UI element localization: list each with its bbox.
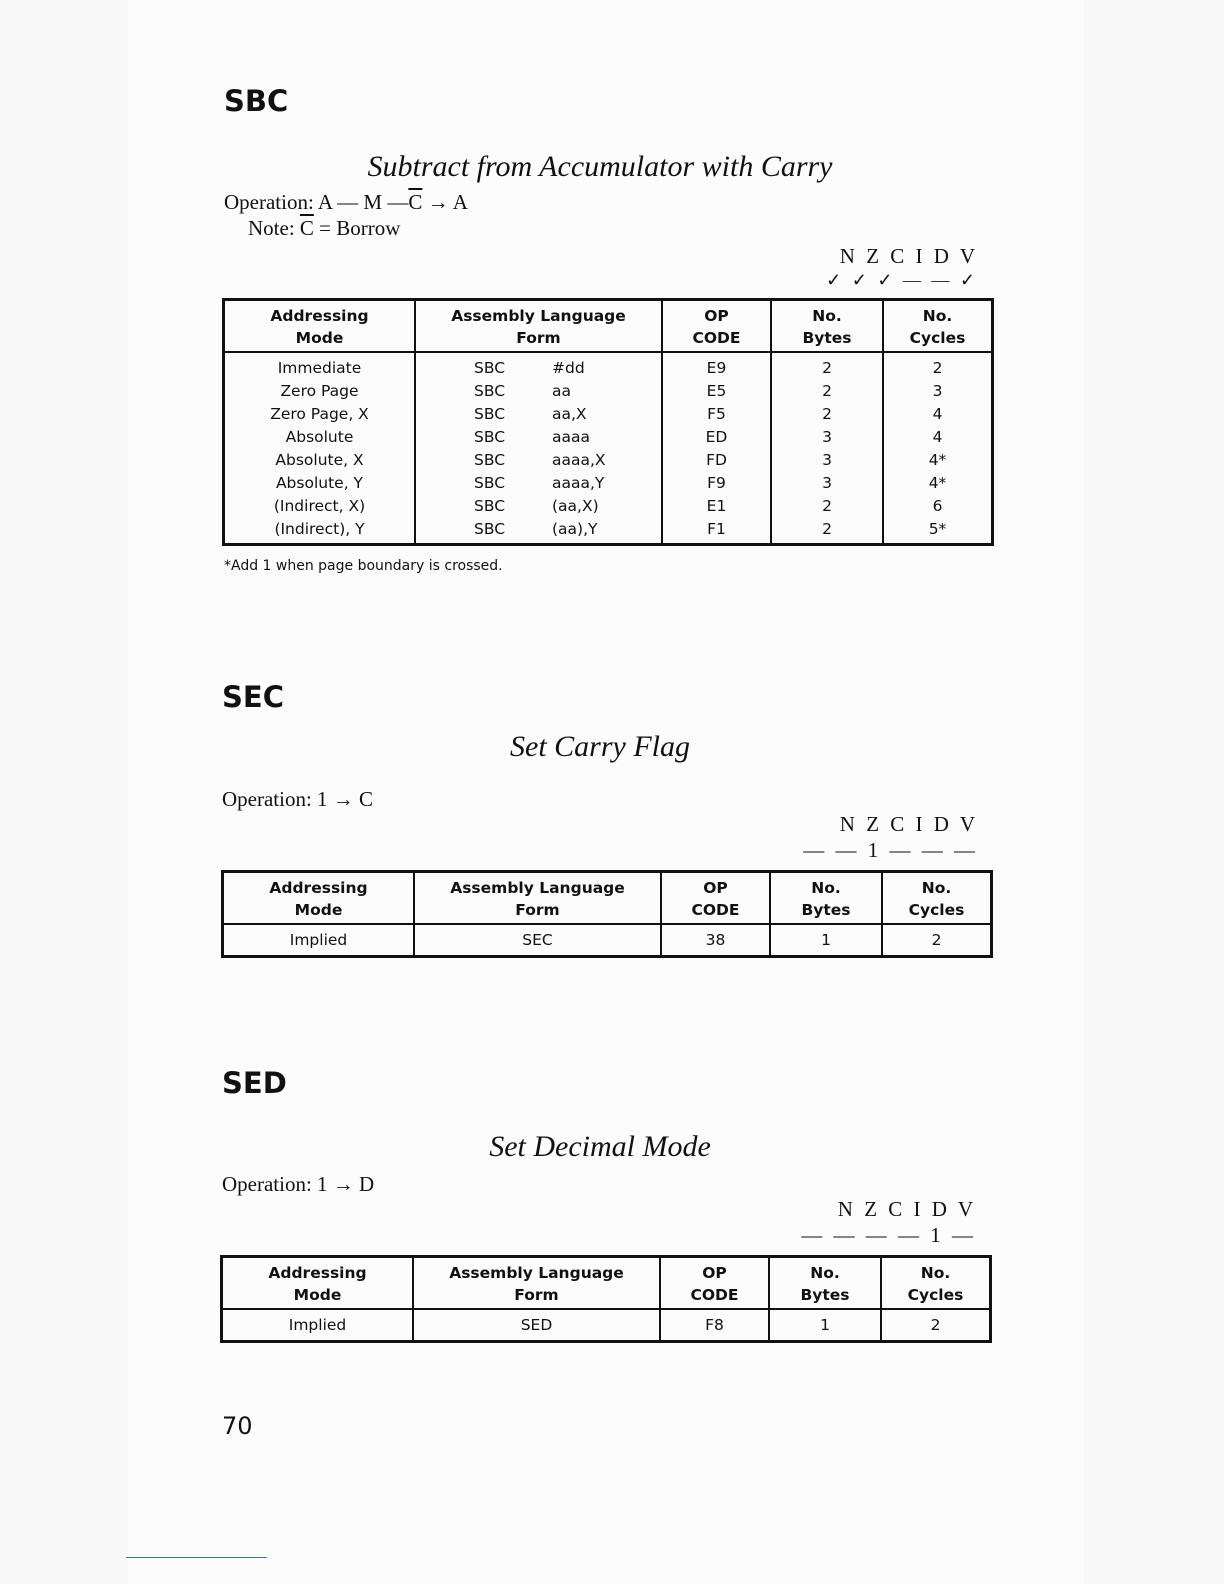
cell-bytes: 2 — [771, 518, 883, 545]
sec-operation: Operation: 1 → C — [222, 787, 374, 811]
table-row — [224, 426, 993, 449]
table-row — [224, 403, 993, 426]
cell-asm: SEC — [414, 924, 661, 957]
header-asm: Assembly Language Form — [414, 872, 661, 925]
cell-opcode: F5 — [662, 403, 771, 426]
cell-cycles: 2 — [882, 924, 992, 957]
cell-asm — [415, 403, 662, 426]
cell-opcode: FD — [662, 449, 771, 472]
table-row — [224, 472, 993, 495]
cell-bytes: 2 — [771, 495, 883, 518]
header-bytes: No. Bytes — [771, 300, 883, 353]
cell-asm-operand: aaaa — [552, 428, 590, 446]
sec-heading: SEC — [222, 680, 284, 714]
header-bytes: No. Bytes — [769, 1257, 881, 1310]
sec-flags-values: — — 1 — — — — [803, 838, 978, 862]
header-bytes: No. Bytes — [770, 872, 882, 925]
table-row — [224, 380, 993, 403]
cell-bytes: 2 — [771, 403, 883, 426]
cell-cycles: 4 — [883, 403, 993, 426]
page-number: 70 — [222, 1412, 253, 1440]
sbc-operation: Operation: A — M $—\overline{C} \to A$ — [224, 190, 468, 214]
sec-title: Set Carry Flag — [510, 730, 690, 763]
sbc-note: Note: $\overline{C}$ = Borrow — [248, 216, 401, 240]
sed-flags-header: N Z C I D V — [837, 1197, 976, 1221]
header-asm: Assembly Language Form — [415, 300, 662, 353]
cell-asm — [415, 518, 662, 545]
header-opcode: OP CODE — [662, 300, 771, 353]
cell-asm-mnemonic: SBC — [474, 497, 506, 515]
cell-asm-operand: aa — [552, 382, 571, 400]
cell-opcode: E9 — [662, 352, 771, 380]
cell-opcode: E1 — [662, 495, 771, 518]
cell-mode: (Indirect, X) — [273, 497, 366, 515]
cell-cycles: 4 — [883, 426, 993, 449]
header-mode: Addressing Mode — [224, 300, 416, 353]
header-cycles: No. Cycles — [882, 872, 992, 925]
cell-asm: SED — [413, 1309, 660, 1342]
sed-operation: Operation: 1 → D — [222, 1172, 375, 1196]
footer-rule — [126, 1557, 267, 1558]
table-row — [222, 1309, 991, 1342]
cell-cycles: 4* — [883, 449, 993, 472]
cell-asm-operand: aaaa,X — [552, 451, 606, 469]
table-header-row — [223, 872, 992, 925]
sec-flags-header: N Z C I D V — [839, 812, 978, 836]
header-opcode: OP CODE — [660, 1257, 769, 1310]
cell-bytes: 3 — [771, 426, 883, 449]
cell-cycles: 5* — [883, 518, 993, 545]
header-mode: Addressing Mode — [222, 1257, 414, 1310]
header-cycles: No. Cycles — [883, 300, 993, 353]
cell-opcode: F9 — [662, 472, 771, 495]
sed-flags-values: — — — — 1 — — [801, 1223, 976, 1247]
sbc-table — [222, 298, 994, 546]
cell-asm — [415, 380, 662, 403]
cell-asm-mnemonic: SBC — [474, 520, 506, 538]
cell-cycles: 2 — [883, 352, 993, 380]
cell-asm-mnemonic: SBC — [474, 451, 506, 469]
header-cycles: No. Cycles — [881, 1257, 991, 1310]
cell-mode: Implied — [289, 931, 348, 949]
cell-mode: Zero Page, X — [270, 405, 369, 423]
cell-asm-mnemonic: SBC — [474, 382, 506, 400]
sed-table — [220, 1255, 992, 1343]
sbc-title: Subtract from Accumulator with Carry — [367, 150, 833, 183]
cell-opcode: F1 — [662, 518, 771, 545]
cell-cycles: 3 — [883, 380, 993, 403]
sed-heading: SED — [222, 1066, 287, 1100]
header-asm: Assembly Language Form — [413, 1257, 660, 1310]
cell-cycles: 6 — [883, 495, 993, 518]
cell-mode: Absolute, X — [275, 451, 364, 469]
cell-bytes: 1 — [770, 924, 882, 957]
table-header-row — [222, 1257, 991, 1310]
cell-mode: Absolute, Y — [275, 474, 364, 492]
header-opcode: OP CODE — [661, 872, 770, 925]
cell-asm-operand: aaaa,Y — [552, 474, 605, 492]
table-header-row — [224, 300, 993, 353]
cell-bytes: 3 — [771, 449, 883, 472]
cell-mode: Implied — [288, 1316, 347, 1334]
table-row — [224, 518, 993, 545]
cell-mode: Zero Page — [280, 382, 359, 400]
table-row — [223, 924, 992, 957]
cell-asm — [415, 495, 662, 518]
cell-mode: Immediate — [277, 359, 362, 377]
cell-asm — [415, 426, 662, 449]
cell-opcode: E5 — [662, 380, 771, 403]
sec-table — [221, 870, 993, 958]
sbc-flags-header: N Z C I D V — [839, 244, 978, 268]
cell-asm-mnemonic: SBC — [474, 474, 506, 492]
cell-asm-operand: (aa,X) — [552, 497, 599, 515]
sbc-heading: SBC — [224, 84, 289, 118]
cell-asm-mnemonic: SBC — [474, 405, 506, 423]
cell-opcode: ED — [662, 426, 771, 449]
sbc-footnote: *Add 1 when page boundary is crossed. — [224, 558, 503, 574]
sbc-flags-values: ✓ ✓ ✓ — — ✓ — [826, 270, 978, 290]
cell-bytes: 1 — [769, 1309, 881, 1342]
table-row — [224, 449, 993, 472]
cell-asm-operand: aa,X — [552, 405, 587, 423]
cell-opcode: F8 — [660, 1309, 769, 1342]
cell-opcode: 38 — [661, 924, 770, 957]
cell-asm — [415, 449, 662, 472]
sed-title: Set Decimal Mode — [489, 1130, 711, 1163]
cell-mode: (Indirect), Y — [274, 520, 365, 538]
table-row — [224, 352, 993, 380]
cell-asm-mnemonic: SBC — [474, 428, 506, 446]
sbc-table-body — [224, 352, 993, 545]
cell-bytes: 2 — [771, 352, 883, 380]
cell-asm-operand: #dd — [552, 359, 585, 377]
cell-bytes: 3 — [771, 472, 883, 495]
cell-cycles: 2 — [881, 1309, 991, 1342]
cell-cycles: 4* — [883, 472, 993, 495]
cell-bytes: 2 — [771, 380, 883, 403]
cell-asm-operand: (aa),Y — [552, 520, 598, 538]
table-row — [224, 495, 993, 518]
cell-asm-mnemonic: SBC — [474, 359, 506, 377]
cell-asm — [415, 472, 662, 495]
cell-mode: Absolute — [285, 428, 354, 446]
header-mode: Addressing Mode — [223, 872, 415, 925]
cell-asm — [415, 352, 662, 380]
